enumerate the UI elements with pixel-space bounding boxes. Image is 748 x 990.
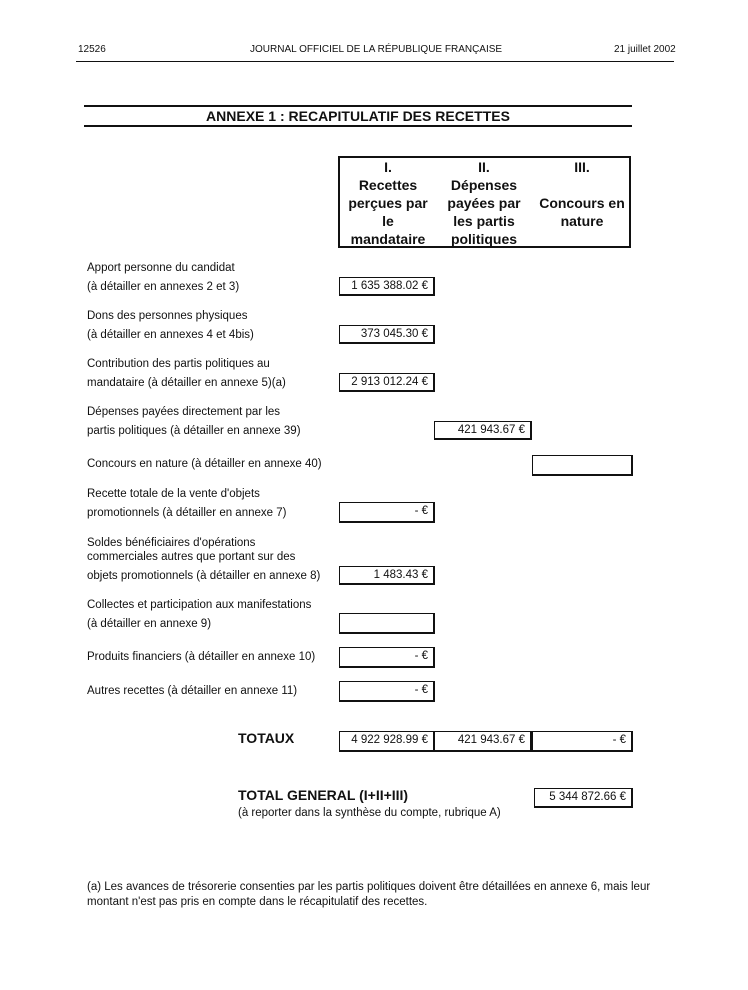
column-label-line: politiques (450, 231, 518, 247)
column-numeral: III. (574, 159, 590, 175)
row-dons-col1: 373 045.30 € (339, 325, 435, 344)
footnote-line: montant n'est pas pris en compte dans le récapitulatif des recettes. (87, 896, 428, 908)
total-general-value: 5 344 872.66 € (534, 788, 633, 808)
row-label-line: Concours en nature (à détailler en annexe 40) (87, 458, 322, 470)
row-soldes-label (87, 537, 320, 583)
column-label-line: Recettes (358, 177, 418, 193)
footnote-line: (a) Les avances de trésorerie consenties par les partis politiques doivent être détaillées en annexe 6, mais leur (87, 881, 651, 893)
row-label-line: Autres recettes (à détailler en annexe 11) (87, 685, 298, 697)
totaux-col2: 421 943.67 € (434, 731, 532, 752)
row-label-line: Contribution des partis politiques au (87, 358, 270, 370)
column-label-line: Dépenses (450, 177, 518, 193)
column-label-line: nature (560, 213, 604, 229)
row-label-line: Apport personne du candidat (87, 262, 235, 274)
row-apport-label (87, 262, 239, 294)
totaux-col3: - € (532, 731, 633, 752)
row-label-line: Soldes bénéficiaires d'opérations (87, 537, 256, 549)
column-spacer (533, 176, 631, 194)
row-contribution-label (87, 358, 286, 390)
title-rule-top (84, 105, 632, 107)
row-contribution-col1: 2 913 012.24 € (339, 373, 435, 392)
row-produits-col1: - € (339, 647, 435, 668)
column-header-1 (339, 158, 437, 248)
row-vente-col1: - € (339, 502, 435, 523)
totaux-label: TOTAUX (238, 730, 295, 746)
row-label-line: Collectes et participation aux manifestations (87, 599, 312, 611)
column-header-3 (533, 158, 631, 230)
header-rule (76, 61, 674, 62)
row-dons-label (87, 310, 254, 342)
row-autres-label (87, 685, 297, 698)
total-general-note: (à reporter dans la synthèse du compte, rubrique A) (238, 807, 501, 819)
column-label-line: Concours en (539, 195, 625, 211)
publication-date: 21 juillet 2002 (614, 44, 676, 55)
annex-title: ANNEXE 1 : RECAPITULATIF DES RECETTES (206, 108, 510, 124)
column-label-line: perçues par (348, 195, 428, 211)
row-label-line: mandataire (à détailler en annexe 5)(a) (87, 377, 286, 389)
row-collectes-col1 (339, 613, 435, 634)
row-apport-col1: 1 635 388.02 € (339, 277, 435, 296)
row-produits-label (87, 651, 315, 664)
column-header-2 (435, 158, 533, 248)
column-label-line: le (382, 213, 394, 229)
column-numeral: I. (384, 159, 392, 175)
column-numeral: II. (478, 159, 490, 175)
row-depenses-label (87, 406, 301, 438)
journal-title: JOURNAL OFFICIEL DE LA RÉPUBLIQUE FRANÇAISE (250, 44, 503, 55)
footnote (87, 880, 650, 910)
column-label-line: payées par (447, 195, 521, 211)
row-label-line: objets promotionnels (à détailler en annexe 8) (87, 570, 321, 582)
row-autres-col1: - € (339, 681, 435, 702)
row-vente-label (87, 488, 286, 520)
column-label-line: mandataire (350, 231, 426, 247)
row-concours-col3 (532, 455, 633, 476)
column-label-line: les partis (453, 213, 515, 229)
row-label-line: commerciales autres que portant sur des (87, 551, 296, 563)
title-rule-bottom (84, 125, 632, 127)
row-label-line: (à détailler en annexe 9) (87, 618, 212, 630)
total-general-label: TOTAL GENERAL (I+II+III) (238, 787, 409, 803)
row-label-line: partis politiques (à détailler en annexe 39) (87, 425, 301, 437)
row-label-line: Recette totale de la vente d'objets (87, 488, 260, 500)
row-collectes-label (87, 599, 311, 631)
row-label-line: promotionnels (à détailler en annexe 7) (87, 507, 287, 519)
row-depenses-col2: 421 943.67 € (434, 421, 532, 440)
row-label-line: Dons des personnes physiques (87, 310, 248, 322)
row-label-line: (à détailler en annexes 4 et 4bis) (87, 329, 254, 341)
row-label-line: Produits financiers (à détailler en annexe 10) (87, 651, 316, 663)
totaux-col1: 4 922 928.99 € (339, 731, 435, 752)
row-concours-label (87, 458, 322, 471)
page-number: 12526 (78, 44, 106, 55)
row-soldes-col1: 1 483.43 € (339, 566, 435, 585)
row-label-line: Dépenses payées directement par les (87, 406, 281, 418)
row-label-line: (à détailler en annexes 2 et 3) (87, 281, 240, 293)
